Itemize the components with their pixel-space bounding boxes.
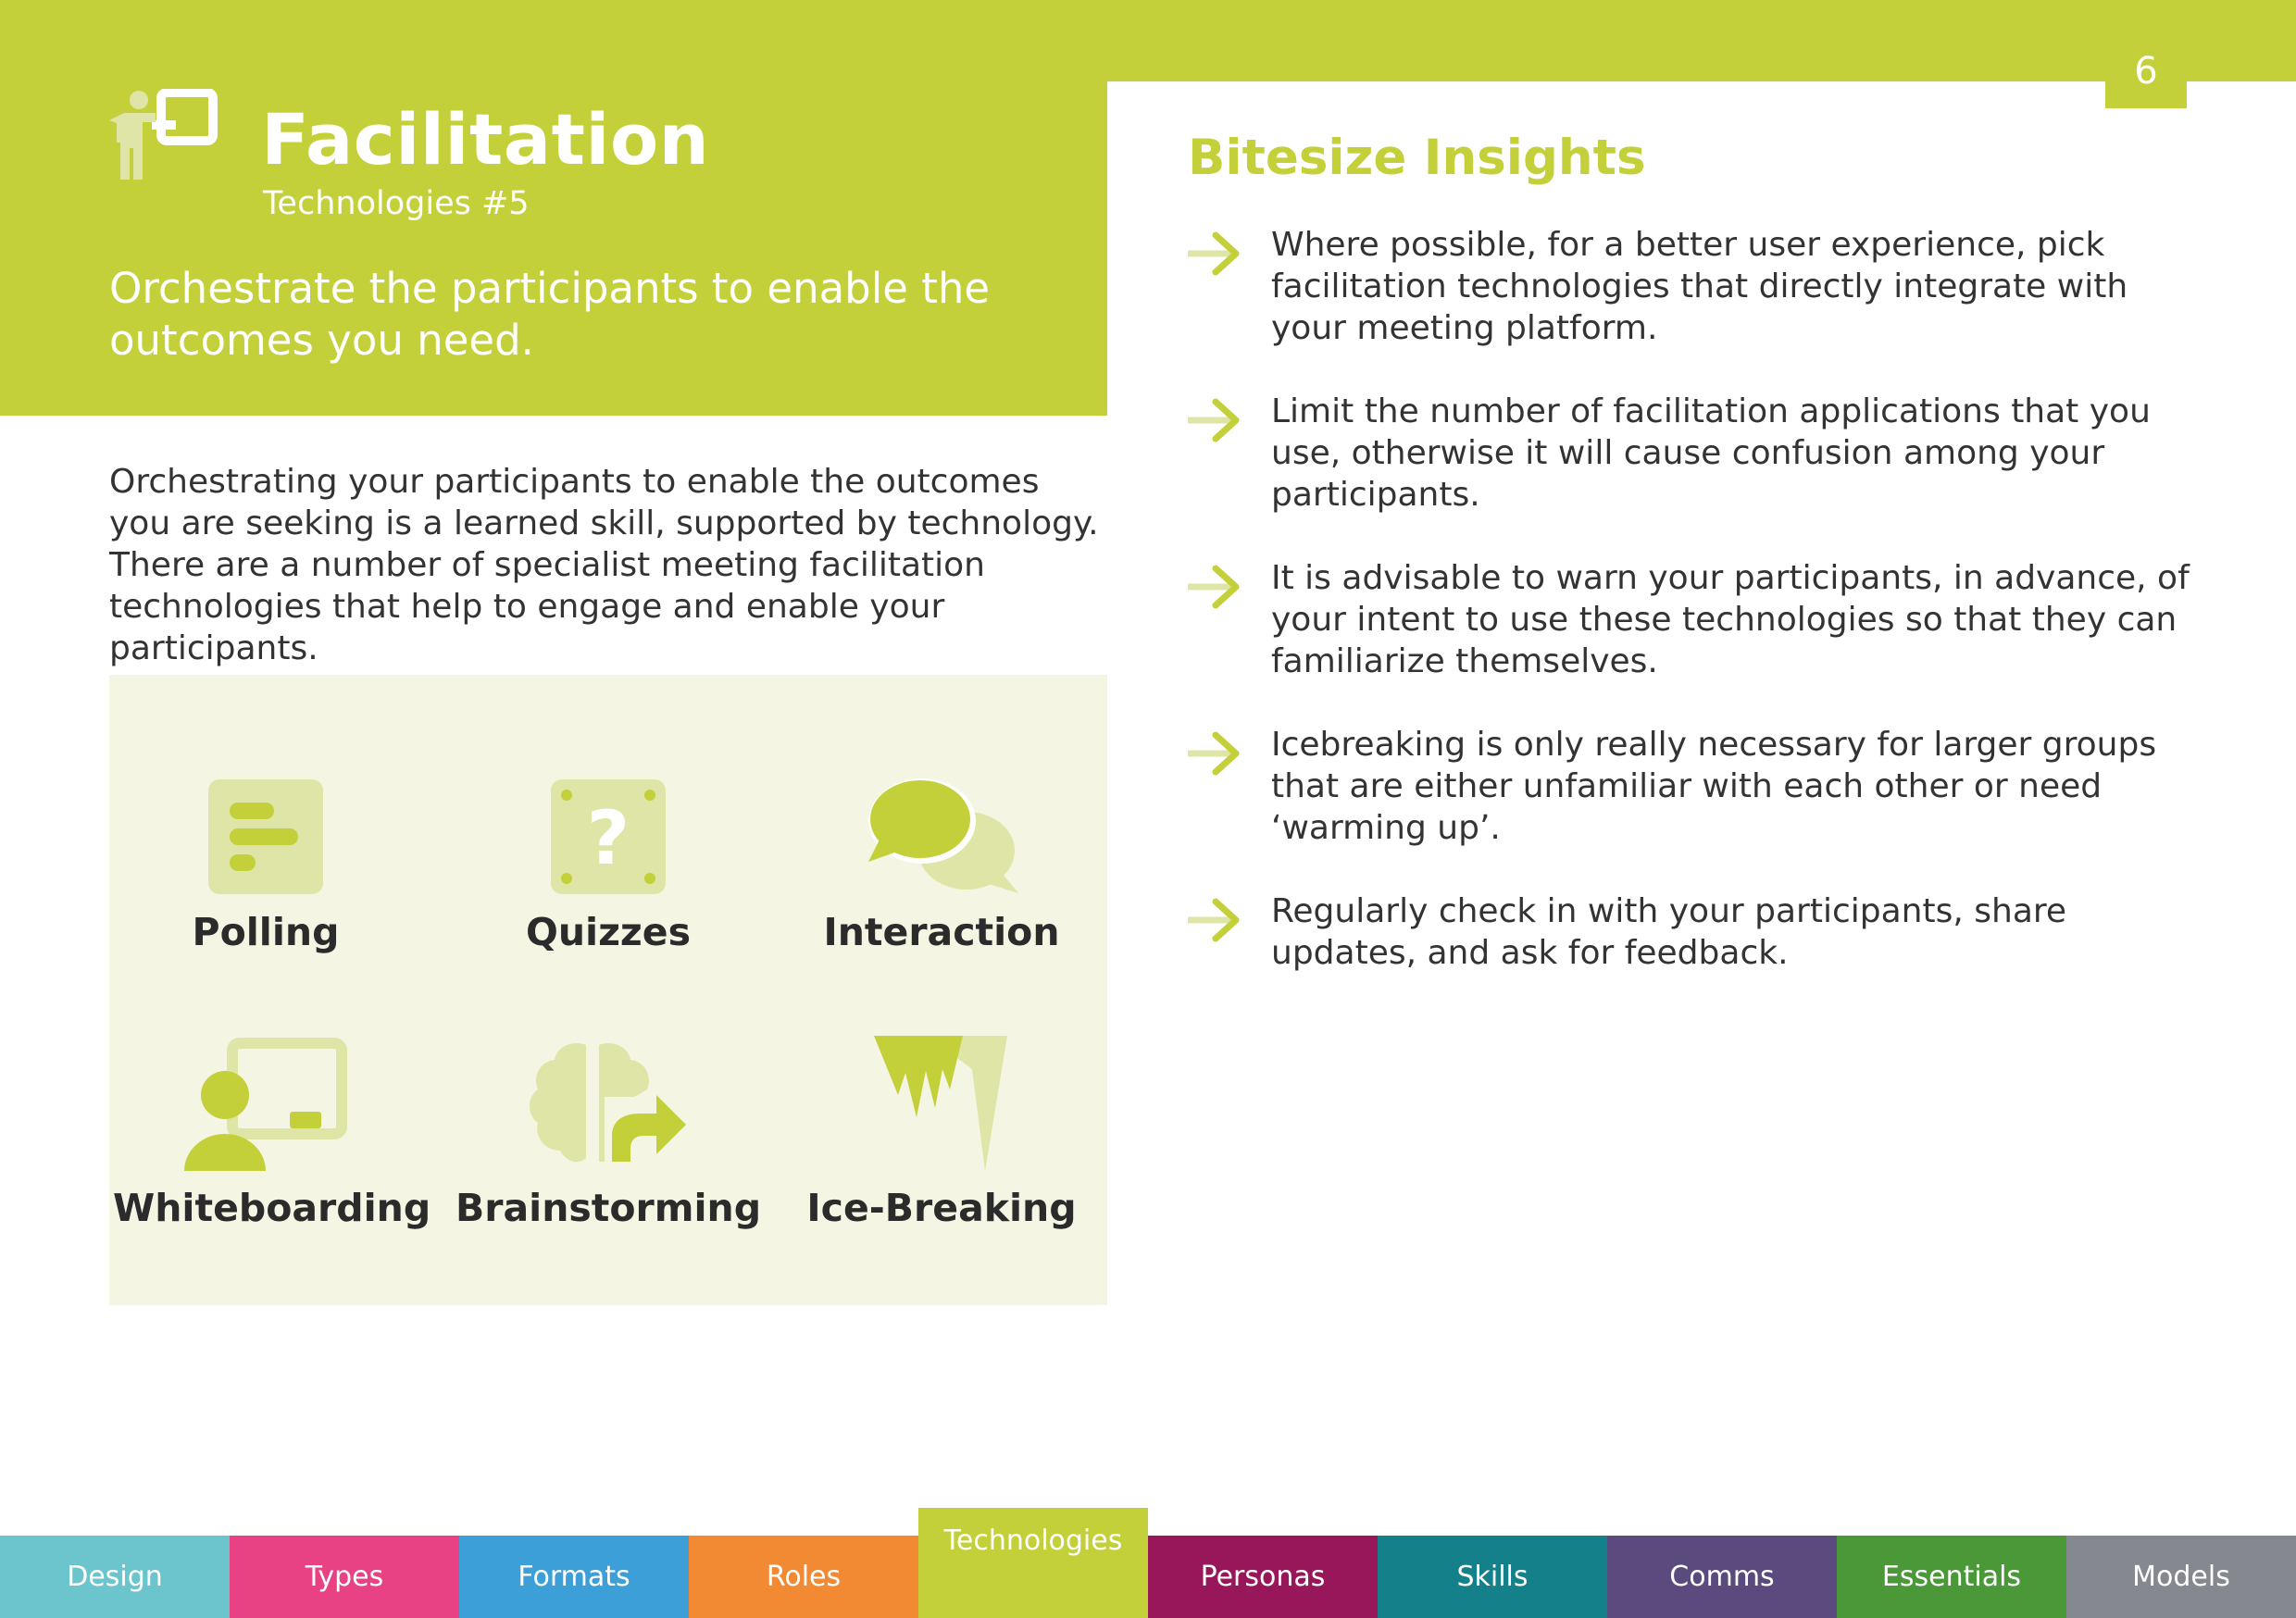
polling-icon [206,777,326,897]
arrow-right-icon [1188,231,1242,276]
tool-label: Polling [192,910,340,954]
insight-text: Regularly check in with your participants, share updates, and ask for feedback. [1271,892,2067,972]
tool-ice-breaking [789,1034,1094,1230]
arrow-right-icon [1188,898,1242,942]
nav-tab-models[interactable]: Models [2066,1536,2296,1618]
arrow-right-icon [1188,731,1242,776]
tool-interaction [789,777,1094,954]
page-title: Facilitation [261,98,710,180]
nav-tab-personas[interactable]: Personas [1148,1536,1378,1618]
arrow-right-icon [1188,398,1242,442]
tools-panel [109,675,1107,1305]
tool-label: Whiteboarding [113,1186,431,1230]
lead-text: Orchestrate the participants to enable the outcomes you need. [109,264,991,365]
tool-label: Quizzes [525,910,692,954]
chat-bubbles-icon [863,777,1020,897]
tool-whiteboarding [113,1034,431,1230]
brain-icon [525,1034,692,1173]
page-subtitle: Technologies #5 [263,185,530,222]
tool-polling [113,777,418,954]
insight-text: It is advisable to warn your participants, in advance, of your intent to use these technologies so that they can familiarize themselves. [1271,559,2190,680]
section-nav [0,1525,2296,1618]
intro-paragraph: Orchestrating your participants to enable the outcomes you are seeking is a learned skill, supported by technology. There are a number of specialist meeting facilitation technologies that help to engage and enable your participants. [109,463,1099,667]
insight-text: Where possible, for a better user experience, pick facilitation technologies that directly integrate with your meeting platform. [1271,226,2128,347]
insight-text: Limit the number of facilitation applications that you use, otherwise it will cause confusion among your participants. [1271,392,2151,514]
insight-text: Icebreaking is only really necessary for larger groups that are either unfamiliar with each other or need ‘warming up’. [1271,726,2157,847]
tool-label: Ice-Breaking [806,1186,1077,1230]
nav-tab-technologies[interactable]: Technologies [918,1508,1148,1618]
tool-label: Brainstorming [455,1186,762,1230]
nav-tab-essentials[interactable]: Essentials [1837,1536,2066,1618]
arrow-right-icon [1188,565,1242,609]
svg-text:?: ? [586,795,630,881]
nav-tab-design[interactable]: Design [0,1536,230,1618]
page-number: 6 [2105,46,2187,108]
presenter-board-icon [107,89,222,185]
tool-label: Interaction [823,910,1060,954]
nav-tab-comms[interactable]: Comms [1607,1536,1837,1618]
tool-quizzes [455,777,761,954]
nav-tab-roles[interactable]: Roles [689,1536,918,1618]
nav-tab-formats[interactable]: Formats [459,1536,689,1618]
quiz-icon [548,777,668,897]
tool-brainstorming [455,1034,761,1230]
icicles-icon [872,1034,1011,1173]
nav-tab-skills[interactable]: Skills [1378,1536,1607,1618]
insights-title: Bitesize Insights [1188,130,1646,186]
whiteboard-icon [182,1034,349,1173]
nav-tab-types[interactable]: Types [230,1536,459,1618]
